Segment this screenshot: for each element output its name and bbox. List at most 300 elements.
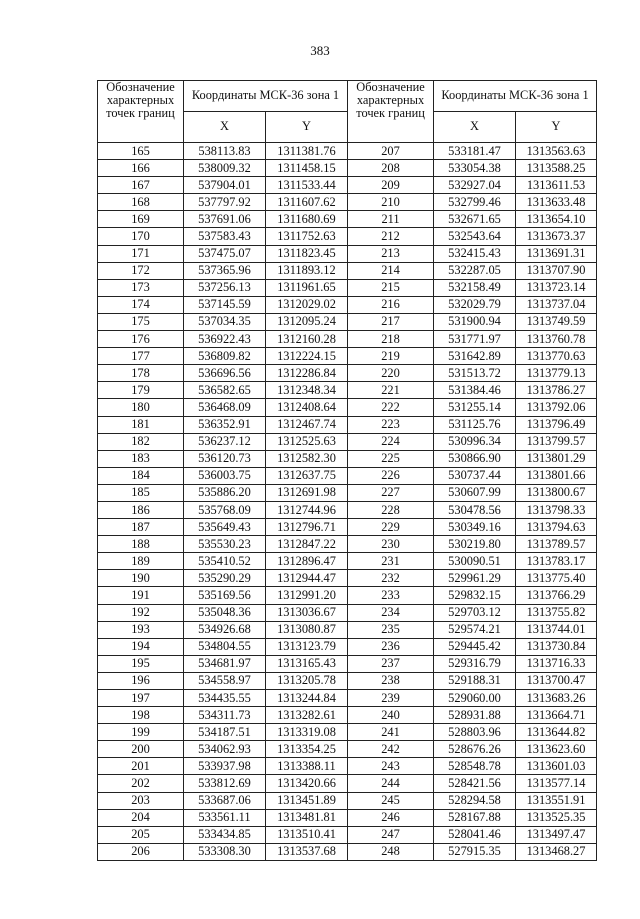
y-value-cell: 1313796.49 <box>516 416 597 433</box>
y-value-cell: 1312467.74 <box>266 416 348 433</box>
x-value-cell: 534558.97 <box>184 672 266 689</box>
x-value-cell: 529703.12 <box>434 604 516 621</box>
table-row <box>98 809 597 826</box>
x-value-cell: 536582.65 <box>184 382 266 399</box>
table-row <box>98 382 597 399</box>
x-value-cell: 536922.43 <box>184 331 266 348</box>
table-row <box>98 672 597 689</box>
point-id-cell: 215 <box>348 279 434 296</box>
x-value-cell: 528041.46 <box>434 826 516 843</box>
table-row <box>98 177 597 194</box>
table-row <box>98 484 597 501</box>
table-row <box>98 279 597 296</box>
point-id-cell: 212 <box>348 228 434 245</box>
y-value-cell: 1313654.10 <box>516 211 597 228</box>
point-id-cell: 238 <box>348 672 434 689</box>
point-id-cell: 248 <box>348 843 434 860</box>
point-id-cell: 167 <box>98 177 184 194</box>
y-value-cell: 1311823.45 <box>266 245 348 262</box>
y-value-cell: 1313744.01 <box>516 621 597 638</box>
y-value-cell: 1313244.84 <box>266 690 348 707</box>
y-value-cell: 1311533.44 <box>266 177 348 194</box>
x-value-cell: 537034.35 <box>184 313 266 330</box>
y-value-cell: 1313707.90 <box>516 262 597 279</box>
y-value-cell: 1311458.15 <box>266 160 348 177</box>
point-id-cell: 200 <box>98 741 184 758</box>
point-id-cell: 165 <box>98 143 184 160</box>
x-value-cell: 535169.56 <box>184 587 266 604</box>
point-id-cell: 198 <box>98 707 184 724</box>
table-row <box>98 707 597 724</box>
y-value-cell: 1312796.71 <box>266 519 348 536</box>
point-id-cell: 171 <box>98 245 184 262</box>
table-row <box>98 194 597 211</box>
x-value-cell: 531771.97 <box>434 331 516 348</box>
table-row <box>98 843 597 860</box>
y-value-cell: 1313633.48 <box>516 194 597 211</box>
point-id-cell: 195 <box>98 655 184 672</box>
table-row <box>98 450 597 467</box>
y-value-cell: 1313388.11 <box>266 758 348 775</box>
x-value-cell: 534926.68 <box>184 621 266 638</box>
point-id-cell: 166 <box>98 160 184 177</box>
y-value-cell: 1312944.47 <box>266 570 348 587</box>
y-value-cell: 1312744.96 <box>266 501 348 518</box>
y-value-cell: 1313510.41 <box>266 826 348 843</box>
y-value-cell: 1313468.27 <box>516 843 597 860</box>
table-row <box>98 536 597 553</box>
y-value-cell: 1313205.78 <box>266 672 348 689</box>
y-value-cell: 1312029.02 <box>266 296 348 313</box>
x-value-cell: 532927.04 <box>434 177 516 194</box>
y-value-cell: 1313123.79 <box>266 638 348 655</box>
table-row <box>98 501 597 518</box>
point-id-cell: 176 <box>98 331 184 348</box>
x-value-cell: 528167.88 <box>434 809 516 826</box>
y-value-cell: 1312160.28 <box>266 331 348 348</box>
x-value-cell: 530866.90 <box>434 450 516 467</box>
y-value-cell: 1313770.63 <box>516 348 597 365</box>
table-row <box>98 792 597 809</box>
table-row <box>98 399 597 416</box>
x-value-cell: 533308.30 <box>184 843 266 860</box>
y-value-cell: 1313481.81 <box>266 809 348 826</box>
point-id-cell: 202 <box>98 775 184 792</box>
point-id-cell: 214 <box>348 262 434 279</box>
table-header <box>98 81 597 143</box>
y-value-cell: 1313786.27 <box>516 382 597 399</box>
y-value-cell: 1313623.60 <box>516 741 597 758</box>
x-value-cell: 528421.56 <box>434 775 516 792</box>
y-value-cell: 1313801.66 <box>516 467 597 484</box>
x-value-cell: 528548.78 <box>434 758 516 775</box>
y-value-cell: 1313737.04 <box>516 296 597 313</box>
y-value-cell: 1311680.69 <box>266 211 348 228</box>
x-value-cell: 531642.89 <box>434 348 516 365</box>
y-value-cell: 1313783.17 <box>516 553 597 570</box>
point-id-cell: 211 <box>348 211 434 228</box>
x-value-cell: 535290.29 <box>184 570 266 587</box>
point-id-cell: 228 <box>348 501 434 518</box>
table-row <box>98 519 597 536</box>
x-value-cell: 530349.16 <box>434 519 516 536</box>
x-value-cell: 531255.14 <box>434 399 516 416</box>
x-value-cell: 530219.80 <box>434 536 516 553</box>
y-value-cell: 1313537.68 <box>266 843 348 860</box>
table-row <box>98 621 597 638</box>
table-row <box>98 331 597 348</box>
x-value-cell: 529445.42 <box>434 638 516 655</box>
y-value-cell: 1311381.76 <box>266 143 348 160</box>
y-value-cell: 1313577.14 <box>516 775 597 792</box>
point-id-cell: 209 <box>348 177 434 194</box>
point-id-cell: 231 <box>348 553 434 570</box>
table-row <box>98 587 597 604</box>
x-value-cell: 530478.56 <box>434 501 516 518</box>
x-value-cell: 533937.98 <box>184 758 266 775</box>
table-body <box>98 143 597 861</box>
y-value-cell: 1313551.91 <box>516 792 597 809</box>
table-row <box>98 758 597 775</box>
point-id-cell: 194 <box>98 638 184 655</box>
y-value-cell: 1313691.31 <box>516 245 597 262</box>
y-value-cell: 1313497.47 <box>516 826 597 843</box>
point-id-cell: 242 <box>348 741 434 758</box>
table-row <box>98 775 597 792</box>
x-value-cell: 536696.56 <box>184 365 266 382</box>
point-id-cell: 201 <box>98 758 184 775</box>
x-value-cell: 532671.65 <box>434 211 516 228</box>
point-id-cell: 247 <box>348 826 434 843</box>
point-id-cell: 227 <box>348 484 434 501</box>
y-value-cell: 1313799.57 <box>516 433 597 450</box>
x-value-cell: 538113.83 <box>184 143 266 160</box>
y-value-cell: 1313420.66 <box>266 775 348 792</box>
point-id-cell: 197 <box>98 690 184 707</box>
x-value-cell: 533054.38 <box>434 160 516 177</box>
y-value-cell: 1313775.40 <box>516 570 597 587</box>
y-value-cell: 1313700.47 <box>516 672 597 689</box>
x-value-cell: 535410.52 <box>184 553 266 570</box>
y-value-cell: 1313755.82 <box>516 604 597 621</box>
y-value-cell: 1312582.30 <box>266 450 348 467</box>
point-id-cell: 188 <box>98 536 184 553</box>
x-value-cell: 528676.26 <box>434 741 516 758</box>
coords-header: Координаты МСК-36 зона 1 <box>434 81 597 112</box>
x-value-cell: 530996.34 <box>434 433 516 450</box>
x-value-cell: 533687.06 <box>184 792 266 809</box>
coords-header: Координаты МСК-36 зона 1 <box>184 81 348 112</box>
x-value-cell: 529060.00 <box>434 690 516 707</box>
point-id-cell: 196 <box>98 672 184 689</box>
table-row <box>98 826 597 843</box>
point-id-cell: 185 <box>98 484 184 501</box>
point-id-cell: 168 <box>98 194 184 211</box>
y-value-cell: 1312896.47 <box>266 553 348 570</box>
y-value-cell: 1312691.98 <box>266 484 348 501</box>
table-row <box>98 348 597 365</box>
y-value-cell: 1313451.89 <box>266 792 348 809</box>
point-id-cell: 207 <box>348 143 434 160</box>
point-id-cell: 174 <box>98 296 184 313</box>
x-value-cell: 536237.12 <box>184 433 266 450</box>
point-id-cell: 187 <box>98 519 184 536</box>
x-value-cell: 532029.79 <box>434 296 516 313</box>
x-value-cell: 534435.55 <box>184 690 266 707</box>
y-value-cell: 1313611.53 <box>516 177 597 194</box>
x-value-cell: 529961.29 <box>434 570 516 587</box>
point-id-cell: 178 <box>98 365 184 382</box>
x-value-cell: 531125.76 <box>434 416 516 433</box>
x-value-cell: 534187.51 <box>184 724 266 741</box>
y-value-cell: 1313319.08 <box>266 724 348 741</box>
y-value-cell: 1312525.63 <box>266 433 348 450</box>
y-value-cell: 1313601.03 <box>516 758 597 775</box>
point-id-cell: 229 <box>348 519 434 536</box>
point-id-cell: 175 <box>98 313 184 330</box>
point-id-cell: 236 <box>348 638 434 655</box>
y-value-cell: 1313779.13 <box>516 365 597 382</box>
table-row <box>98 553 597 570</box>
x-value-cell: 536468.09 <box>184 399 266 416</box>
y-value-cell: 1313036.67 <box>266 604 348 621</box>
point-id-cell: 234 <box>348 604 434 621</box>
table-row <box>98 262 597 279</box>
x-header: X <box>434 112 516 143</box>
point-id-cell: 206 <box>98 843 184 860</box>
x-value-cell: 531513.72 <box>434 365 516 382</box>
point-id-cell: 245 <box>348 792 434 809</box>
point-label-header: Обозначение характерных точек границ <box>98 81 184 143</box>
y-value-cell: 1312637.75 <box>266 467 348 484</box>
x-value-cell: 536809.82 <box>184 348 266 365</box>
y-value-cell: 1311961.65 <box>266 279 348 296</box>
x-value-cell: 533561.11 <box>184 809 266 826</box>
point-id-cell: 244 <box>348 775 434 792</box>
x-value-cell: 534062.93 <box>184 741 266 758</box>
point-id-cell: 181 <box>98 416 184 433</box>
point-id-cell: 240 <box>348 707 434 724</box>
table-row <box>98 143 597 160</box>
point-id-cell: 218 <box>348 331 434 348</box>
y-value-cell: 1313673.37 <box>516 228 597 245</box>
point-id-cell: 205 <box>98 826 184 843</box>
y-header: Y <box>266 112 348 143</box>
table-row <box>98 416 597 433</box>
x-value-cell: 530737.44 <box>434 467 516 484</box>
table-row <box>98 365 597 382</box>
y-value-cell: 1313716.33 <box>516 655 597 672</box>
point-id-cell: 192 <box>98 604 184 621</box>
point-id-cell: 217 <box>348 313 434 330</box>
point-id-cell: 203 <box>98 792 184 809</box>
point-label-header: Обозначение характерных точек границ <box>348 81 434 143</box>
y-value-cell: 1313800.67 <box>516 484 597 501</box>
table-row <box>98 655 597 672</box>
table-row <box>98 313 597 330</box>
x-value-cell: 532543.64 <box>434 228 516 245</box>
x-value-cell: 537256.13 <box>184 279 266 296</box>
point-id-cell: 222 <box>348 399 434 416</box>
point-id-cell: 241 <box>348 724 434 741</box>
y-value-cell: 1313664.71 <box>516 707 597 724</box>
point-id-cell: 179 <box>98 382 184 399</box>
table-row <box>98 160 597 177</box>
x-value-cell: 531900.94 <box>434 313 516 330</box>
point-id-cell: 169 <box>98 211 184 228</box>
y-value-cell: 1312224.15 <box>266 348 348 365</box>
table-row <box>98 690 597 707</box>
x-value-cell: 537583.43 <box>184 228 266 245</box>
x-value-cell: 530090.51 <box>434 553 516 570</box>
y-value-cell: 1312408.64 <box>266 399 348 416</box>
x-value-cell: 537145.59 <box>184 296 266 313</box>
x-value-cell: 536120.73 <box>184 450 266 467</box>
point-id-cell: 224 <box>348 433 434 450</box>
y-value-cell: 1312348.34 <box>266 382 348 399</box>
x-value-cell: 534681.97 <box>184 655 266 672</box>
y-value-cell: 1313588.25 <box>516 160 597 177</box>
point-id-cell: 180 <box>98 399 184 416</box>
point-id-cell: 216 <box>348 296 434 313</box>
x-value-cell: 535649.43 <box>184 519 266 536</box>
point-id-cell: 225 <box>348 450 434 467</box>
point-id-cell: 233 <box>348 587 434 604</box>
y-value-cell: 1313282.61 <box>266 707 348 724</box>
x-value-cell: 532415.43 <box>434 245 516 262</box>
point-id-cell: 243 <box>348 758 434 775</box>
y-value-cell: 1313525.35 <box>516 809 597 826</box>
point-id-cell: 223 <box>348 416 434 433</box>
x-value-cell: 534804.55 <box>184 638 266 655</box>
y-value-cell: 1313730.84 <box>516 638 597 655</box>
x-value-cell: 537797.92 <box>184 194 266 211</box>
x-value-cell: 528294.58 <box>434 792 516 809</box>
point-id-cell: 204 <box>98 809 184 826</box>
y-value-cell: 1313723.14 <box>516 279 597 296</box>
x-value-cell: 537365.96 <box>184 262 266 279</box>
x-value-cell: 535048.36 <box>184 604 266 621</box>
x-value-cell: 533812.69 <box>184 775 266 792</box>
x-value-cell: 527915.35 <box>434 843 516 860</box>
y-value-cell: 1313792.06 <box>516 399 597 416</box>
y-header: Y <box>516 112 597 143</box>
x-value-cell: 532287.05 <box>434 262 516 279</box>
point-id-cell: 239 <box>348 690 434 707</box>
page-number: 383 <box>310 43 330 58</box>
point-id-cell: 199 <box>98 724 184 741</box>
x-value-cell: 532799.46 <box>434 194 516 211</box>
x-value-cell: 529188.31 <box>434 672 516 689</box>
y-value-cell: 1313789.57 <box>516 536 597 553</box>
table-row <box>98 433 597 450</box>
point-id-cell: 172 <box>98 262 184 279</box>
x-value-cell: 534311.73 <box>184 707 266 724</box>
x-value-cell: 538009.32 <box>184 160 266 177</box>
y-value-cell: 1313798.33 <box>516 501 597 518</box>
x-value-cell: 537904.01 <box>184 177 266 194</box>
table-row <box>98 638 597 655</box>
y-value-cell: 1313563.63 <box>516 143 597 160</box>
x-value-cell: 535530.23 <box>184 536 266 553</box>
y-value-cell: 1313794.63 <box>516 519 597 536</box>
x-value-cell: 528803.96 <box>434 724 516 741</box>
y-value-cell: 1313683.26 <box>516 690 597 707</box>
point-id-cell: 184 <box>98 467 184 484</box>
table-row <box>98 467 597 484</box>
x-value-cell: 530607.99 <box>434 484 516 501</box>
y-value-cell: 1312847.22 <box>266 536 348 553</box>
y-value-cell: 1312286.84 <box>266 365 348 382</box>
x-value-cell: 531384.46 <box>434 382 516 399</box>
y-value-cell: 1313801.29 <box>516 450 597 467</box>
point-id-cell: 235 <box>348 621 434 638</box>
x-header: X <box>184 112 266 143</box>
y-value-cell: 1312095.24 <box>266 313 348 330</box>
point-id-cell: 230 <box>348 536 434 553</box>
point-id-cell: 213 <box>348 245 434 262</box>
x-value-cell: 528931.88 <box>434 707 516 724</box>
point-id-cell: 208 <box>348 160 434 177</box>
point-id-cell: 219 <box>348 348 434 365</box>
point-id-cell: 191 <box>98 587 184 604</box>
table-row <box>98 296 597 313</box>
table-row <box>98 741 597 758</box>
x-value-cell: 536352.91 <box>184 416 266 433</box>
point-id-cell: 186 <box>98 501 184 518</box>
y-value-cell: 1311752.63 <box>266 228 348 245</box>
table-row <box>98 211 597 228</box>
x-value-cell: 529316.79 <box>434 655 516 672</box>
y-value-cell: 1313644.82 <box>516 724 597 741</box>
x-value-cell: 532158.49 <box>434 279 516 296</box>
table-row <box>98 570 597 587</box>
x-value-cell: 535886.20 <box>184 484 266 501</box>
point-id-cell: 221 <box>348 382 434 399</box>
y-value-cell: 1313165.43 <box>266 655 348 672</box>
x-value-cell: 533434.85 <box>184 826 266 843</box>
table-row <box>98 228 597 245</box>
x-value-cell: 537475.07 <box>184 245 266 262</box>
point-id-cell: 182 <box>98 433 184 450</box>
x-value-cell: 533181.47 <box>434 143 516 160</box>
x-value-cell: 529574.21 <box>434 621 516 638</box>
y-value-cell: 1313766.29 <box>516 587 597 604</box>
point-id-cell: 232 <box>348 570 434 587</box>
point-id-cell: 226 <box>348 467 434 484</box>
point-id-cell: 177 <box>98 348 184 365</box>
y-value-cell: 1313080.87 <box>266 621 348 638</box>
point-id-cell: 246 <box>348 809 434 826</box>
x-value-cell: 537691.06 <box>184 211 266 228</box>
point-id-cell: 237 <box>348 655 434 672</box>
x-value-cell: 536003.75 <box>184 467 266 484</box>
point-id-cell: 193 <box>98 621 184 638</box>
point-id-cell: 220 <box>348 365 434 382</box>
y-value-cell: 1313354.25 <box>266 741 348 758</box>
point-id-cell: 190 <box>98 570 184 587</box>
point-id-cell: 189 <box>98 553 184 570</box>
y-value-cell: 1313760.78 <box>516 331 597 348</box>
x-value-cell: 535768.09 <box>184 501 266 518</box>
table-row <box>98 604 597 621</box>
point-id-cell: 183 <box>98 450 184 467</box>
point-id-cell: 170 <box>98 228 184 245</box>
point-id-cell: 173 <box>98 279 184 296</box>
table-row <box>98 245 597 262</box>
coordinates-table <box>97 80 597 861</box>
x-value-cell: 529832.15 <box>434 587 516 604</box>
